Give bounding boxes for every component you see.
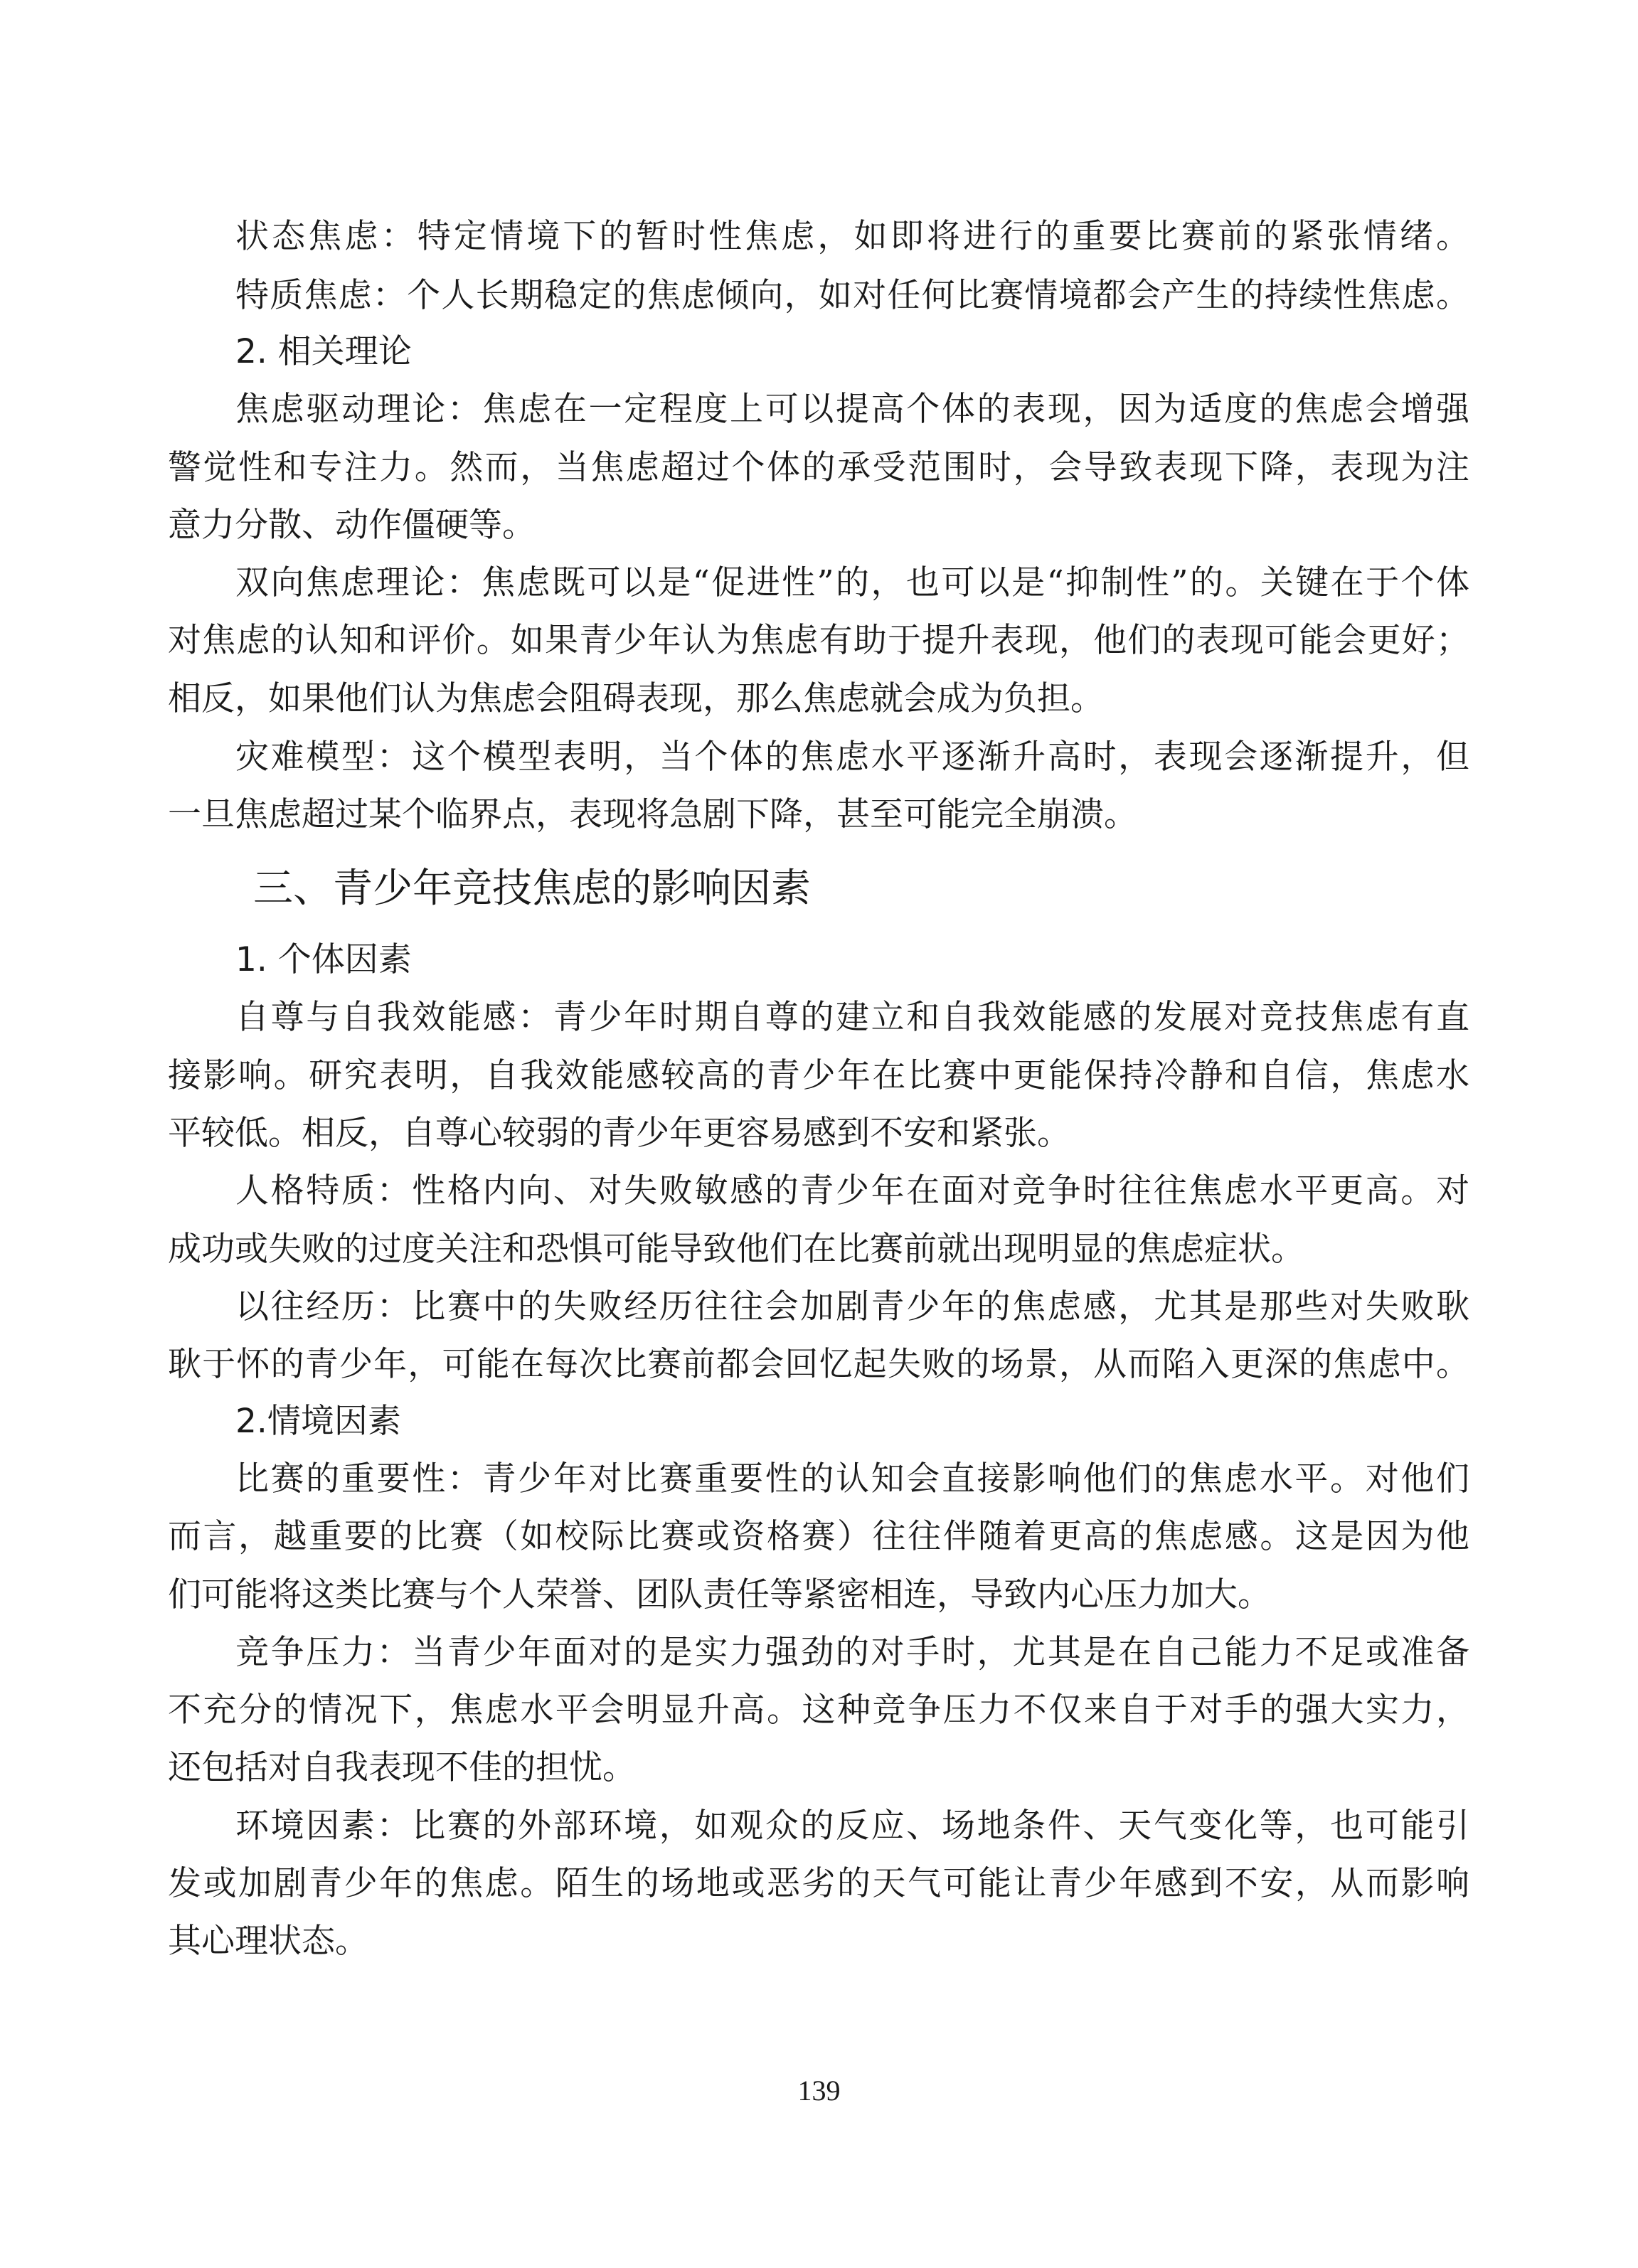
paragraph-drive-theory-line-2: 警觉性和专注力。然而，当焦虑超过个体的承受范围时，会导致表现下降，表现为注: [168, 448, 1469, 487]
paragraph-personality-line-2: 成功或失败的过度关注和恐惧可能导致他们在比赛前就出现明显的焦虑症状。: [168, 1230, 1304, 1269]
paragraph-competition-pressure-line-1: 竞争压力：当青少年面对的是实力强劲的对手时，尤其是在自己能力不足或准备: [235, 1633, 1469, 1672]
paragraph-trait-anxiety: 特质焦虑：个人长期稳定的焦虑倾向，如对任何比赛情境都会产生的持续性焦虑。: [235, 276, 1469, 315]
paragraph-environment-line-3: 其心理状态。: [168, 1922, 368, 1961]
paragraph-catastrophe-line-2: 一旦焦虑超过某个临界点，表现将急剧下降，甚至可能完全崩溃。: [168, 795, 1137, 834]
paragraph-environment-line-1: 环境因素：比赛的外部环境，如观众的反应、场地条件、天气变化等，也可能引: [235, 1806, 1469, 1846]
paragraph-self-esteem-line-2: 接影响。研究表明，自我效能感较高的青少年在比赛中更能保持冷静和自信，焦虑水: [168, 1056, 1469, 1095]
paragraph-bidirectional-line-1: 双向焦虑理论：焦虑既可以是“促进性”的，也可以是“抑制性”的。关键在于个体: [235, 563, 1469, 602]
paragraph-competition-pressure-line-2: 不充分的情况下，焦虑水平会明显升高。这种竞争压力不仅来自于对手的强大实力，: [168, 1691, 1469, 1730]
paragraph-self-esteem-line-1: 自尊与自我效能感：青少年时期自尊的建立和自我效能感的发展对竞技焦虑有直: [235, 998, 1469, 1037]
paragraph-importance-line-1: 比赛的重要性：青少年对比赛重要性的认知会直接影响他们的焦虑水平。对他们: [235, 1459, 1469, 1498]
subheading-individual-factors: 1. 个体因素: [235, 940, 412, 979]
section-heading-influencing-factors: 三、青少年竞技焦虑的影响因素: [253, 866, 811, 912]
paragraph-state-anxiety: 状态焦虑：特定情境下的暂时性焦虑，如即将进行的重要比赛前的紧张情绪。: [235, 217, 1469, 256]
paragraph-catastrophe-line-1: 灾难模型：这个模型表明，当个体的焦虑水平逐渐升高时，表现会逐渐提升，但: [235, 738, 1469, 777]
paragraph-drive-theory-line-3: 意力分散、动作僵硬等。: [168, 506, 536, 545]
subheading-related-theories: 2. 相关理论: [235, 332, 412, 371]
paragraph-importance-line-2: 而言，越重要的比赛（如校际比赛或资格赛）往往伴随着更高的焦虑感。这是因为他: [168, 1517, 1469, 1556]
subheading-situational-factors: 2.情境因素: [235, 1402, 401, 1441]
paragraph-drive-theory-line-1: 焦虑驱动理论：焦虑在一定程度上可以提高个体的表现，因为适度的焦虑会增强: [235, 390, 1469, 429]
page-number: 139: [797, 2075, 841, 2107]
paragraph-self-esteem-line-3: 平较低。相反，自尊心较弱的青少年更容易感到不安和紧张。: [168, 1114, 1070, 1153]
paragraph-past-experience-line-1: 以往经历：比赛中的失败经历往往会加剧青少年的焦虑感，尤其是那些对失败耿: [235, 1287, 1469, 1326]
paragraph-personality-line-1: 人格特质：性格内向、对失败敏感的青少年在面对竞争时往往焦虑水平更高。对: [235, 1171, 1469, 1210]
paragraph-past-experience-line-2: 耿于怀的青少年，可能在每次比赛前都会回忆起失败的场景，从而陷入更深的焦虑中。: [168, 1345, 1469, 1384]
paragraph-competition-pressure-line-3: 还包括对自我表现不佳的担忧。: [168, 1748, 636, 1787]
paragraph-importance-line-3: 们可能将这类比赛与个人荣誉、团队责任等紧密相连，导致内心压力加大。: [168, 1575, 1271, 1614]
paragraph-environment-line-2: 发或加剧青少年的焦虑。陌生的场地或恶劣的天气可能让青少年感到不安，从而影响: [168, 1864, 1469, 1903]
paragraph-bidirectional-line-2: 对焦虑的认知和评价。如果青少年认为焦虑有助于提升表现，他们的表现可能会更好；: [168, 621, 1469, 660]
paragraph-bidirectional-line-3: 相反，如果他们认为焦虑会阻碍表现，那么焦虑就会成为负担。: [168, 679, 1104, 718]
